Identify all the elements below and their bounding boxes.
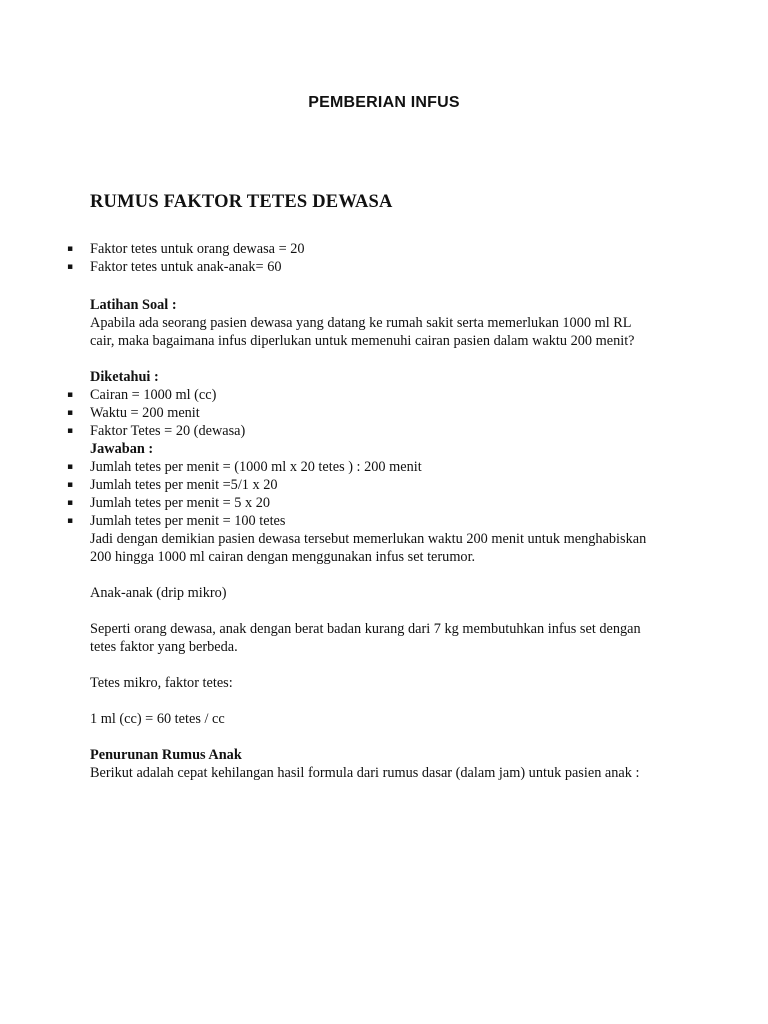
penurunan-text: Berikut adalah cepat kehilangan hasil formula dari rumus dasar (dalam jam) untuk pasien anak : [90, 765, 640, 781]
bullet-icon: ▪ [67, 390, 74, 400]
latihan-heading: Latihan Soal : [90, 297, 177, 313]
conclusion-line-1: Jadi dengan demikian pasien dewasa tersebut memerlukan waktu 200 menit untuk menghabiskan [90, 531, 647, 547]
section-title: RUMUS FAKTOR TETES DEWASA [90, 192, 393, 212]
list-item [67, 386, 690, 404]
bullet-icon: ▪ [67, 244, 74, 254]
list-item-text: Cairan = 1000 ml (cc) [90, 387, 217, 403]
list-item [67, 458, 690, 476]
bullet-icon: ▪ [67, 480, 74, 490]
intro-bullet-list [67, 240, 690, 276]
mikro-text: Tetes mikro, faktor tetes: [90, 675, 233, 691]
bullet-icon: ▪ [67, 262, 74, 272]
jawaban-heading: Jawaban : [90, 441, 154, 457]
list-item-text: Faktor tetes untuk orang dewasa = 20 [90, 241, 305, 257]
latihan-text-line-1: Apabila ada seorang pasien dewasa yang datang ke rumah sakit serta memerlukan 1000 ml RL [90, 315, 632, 331]
latihan-text-line-2: cair, maka bagaimana infus diperlukan untuk memenuhi cairan pasien dalam waktu 200 menit? [90, 333, 635, 349]
bullet-icon: ▪ [67, 408, 74, 418]
document-content [67, 190, 690, 782]
list-item [67, 404, 690, 422]
list-item-text: Jumlah tetes per menit = 5 x 20 [90, 495, 270, 511]
list-item [67, 512, 690, 530]
formula-text: 1 ml (cc) = 60 tetes / cc [90, 711, 225, 727]
diketahui-bullet-list [67, 386, 690, 440]
list-item-text: Faktor tetes untuk anak-anak= 60 [90, 259, 282, 275]
anak-text-line-1: Seperti orang dewasa, anak dengan berat badan kurang dari 7 kg membutuhkan infus set dengan [90, 621, 641, 637]
list-item [67, 476, 690, 494]
list-item-text: Waktu = 200 menit [90, 405, 200, 421]
list-item-text: Faktor Tetes = 20 (dewasa) [90, 423, 246, 439]
bullet-icon: ▪ [67, 498, 74, 508]
list-item [67, 494, 690, 512]
diketahui-heading: Diketahui : [90, 369, 159, 385]
list-item-text: Jumlah tetes per menit = 100 tetes [90, 513, 286, 529]
jawaban-bullet-list [67, 458, 690, 530]
bullet-icon: ▪ [67, 462, 74, 472]
anak-text-line-2: tetes faktor yang berbeda. [90, 639, 238, 655]
list-item-text: Jumlah tetes per menit =5/1 x 20 [90, 477, 278, 493]
bullet-icon: ▪ [67, 516, 74, 526]
document-title: PEMBERIAN INFUS [308, 94, 460, 111]
list-item-text: Jumlah tetes per menit = (1000 ml x 20 tetes ) : 200 menit [90, 459, 422, 475]
anak-heading: Anak-anak (drip mikro) [90, 585, 227, 601]
penurunan-heading: Penurunan Rumus Anak [90, 747, 242, 763]
list-item [67, 258, 690, 276]
bullet-icon: ▪ [67, 426, 74, 436]
conclusion-line-2: 200 hingga 1000 ml cairan dengan menggunakan infus set terumor. [90, 549, 476, 565]
list-item [67, 422, 690, 440]
list-item [67, 240, 690, 258]
